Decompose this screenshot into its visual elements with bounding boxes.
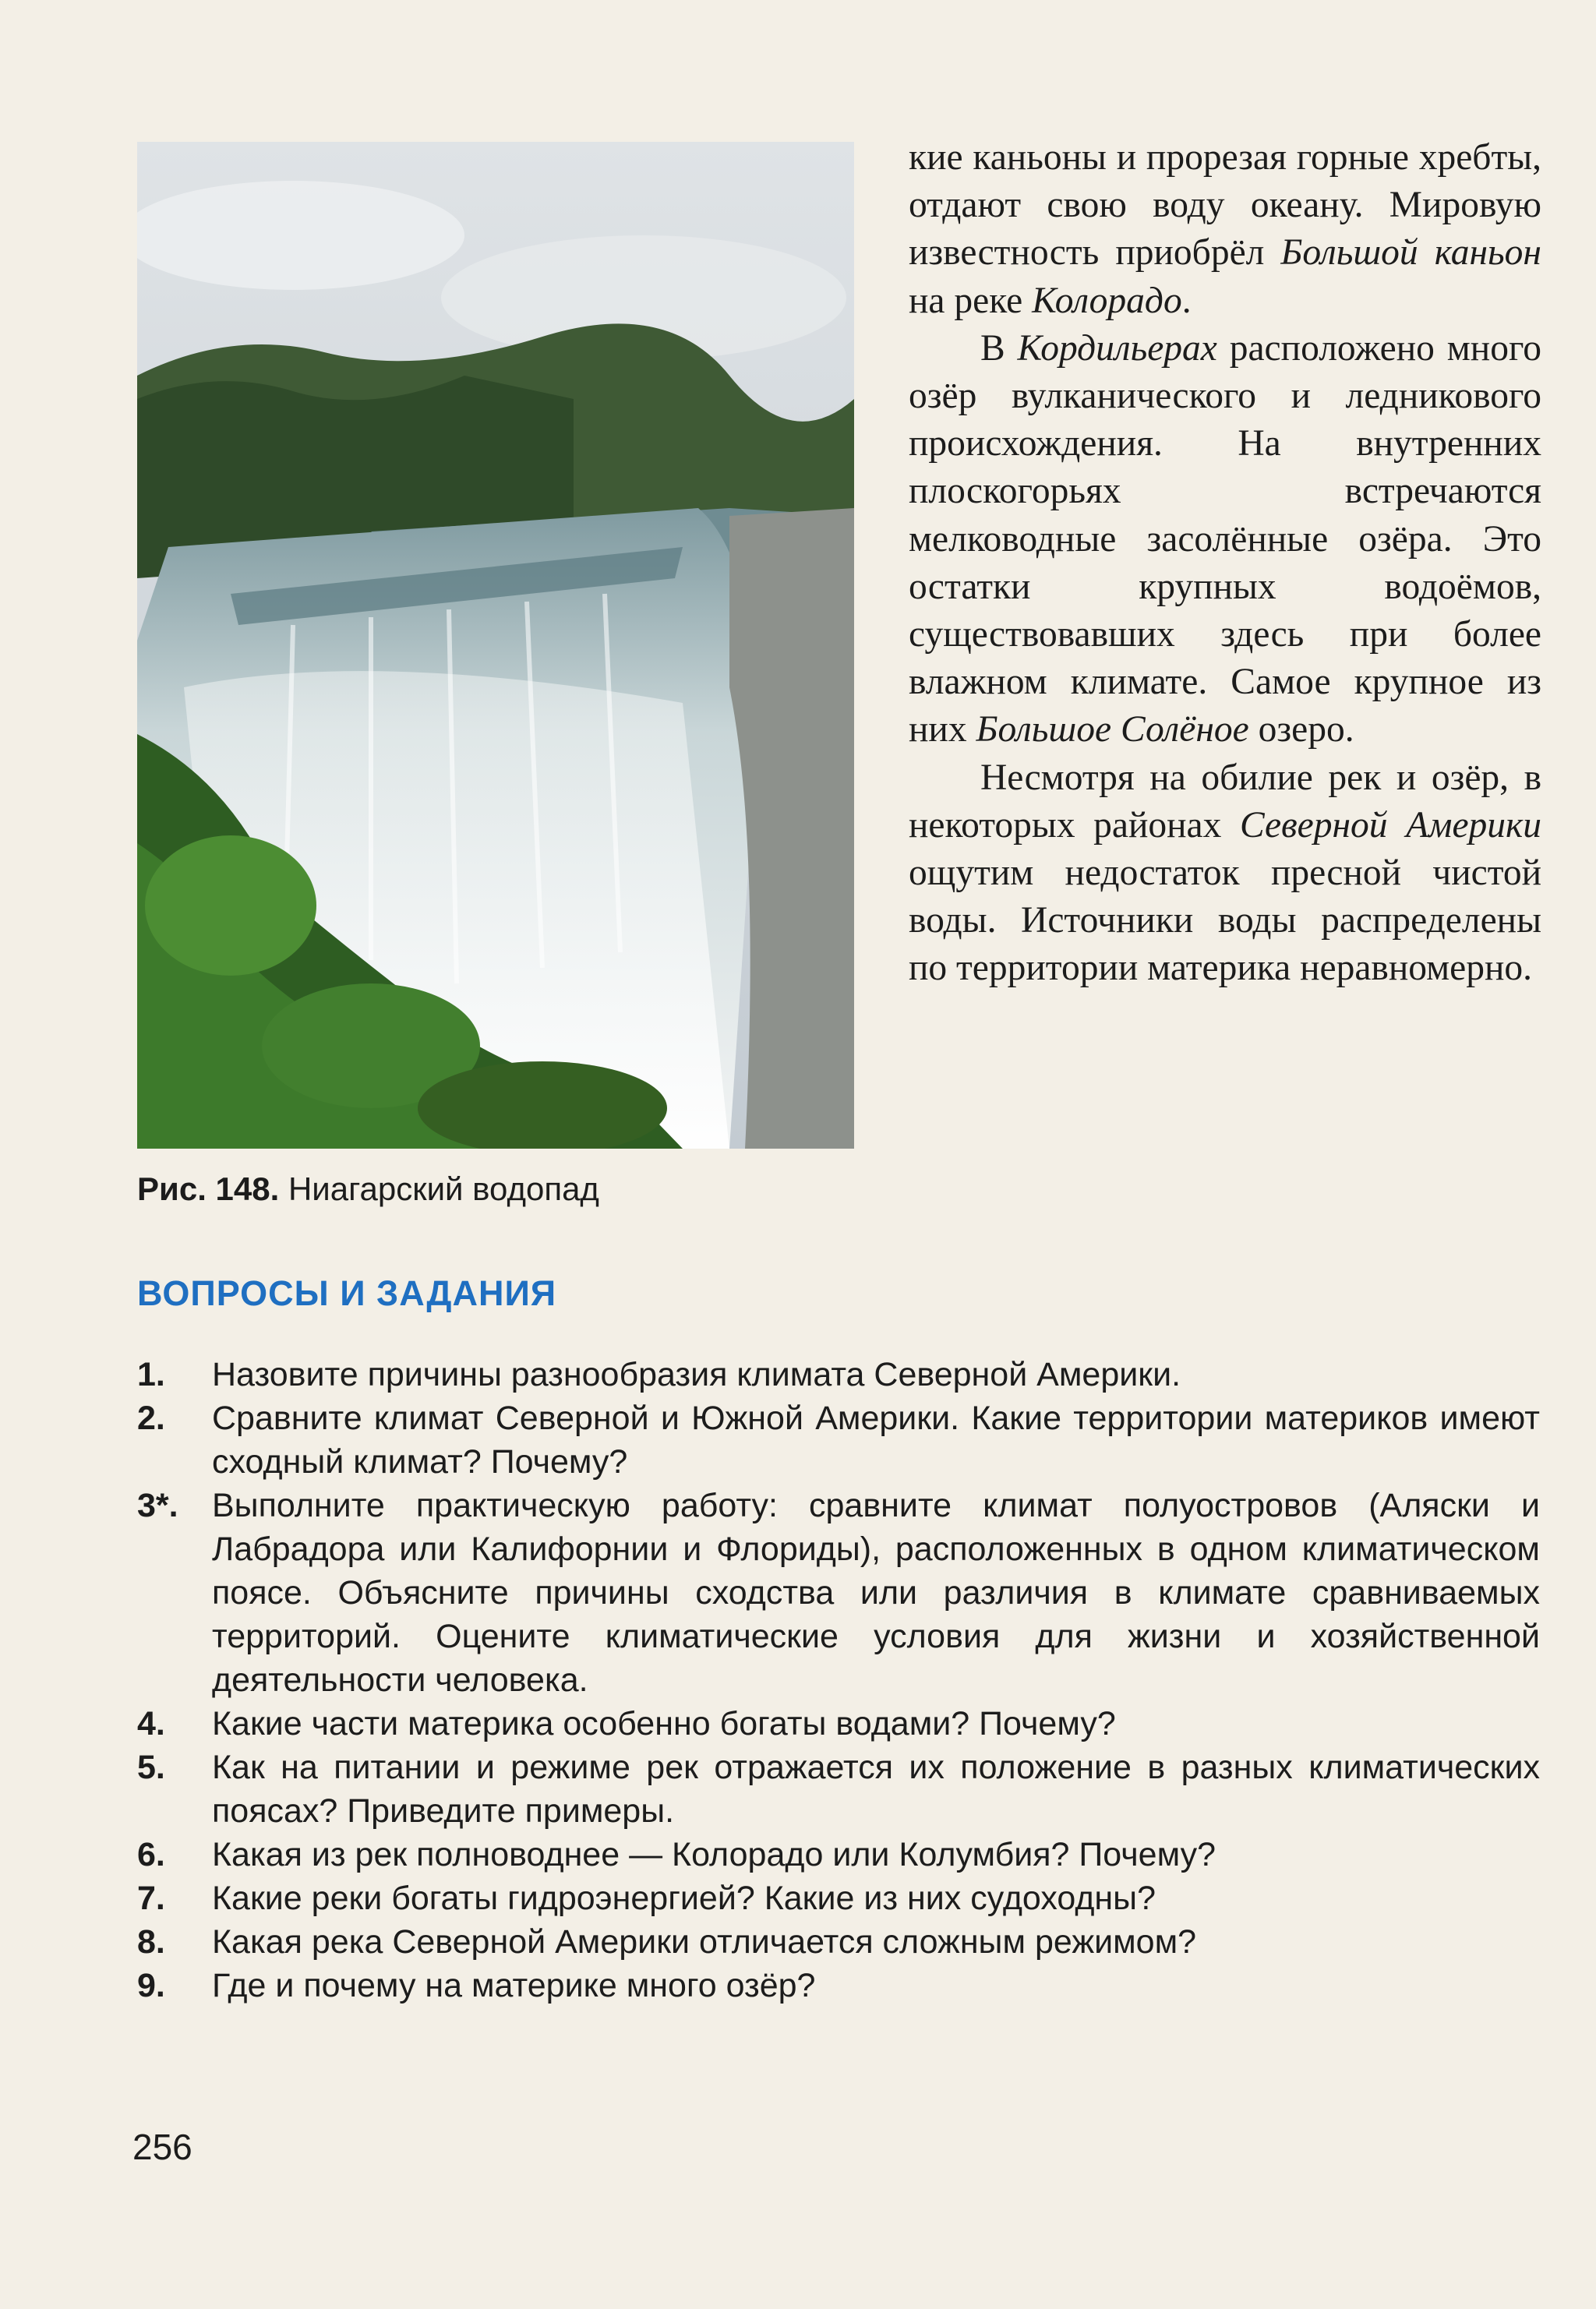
question-number: 6. (137, 1836, 165, 1873)
main-text-column (909, 134, 1541, 993)
paragraph-3 (909, 754, 1541, 993)
page-number: 256 (132, 2127, 192, 2167)
question-text: Назовите причины разнообразия климата Северной Америки. (212, 1356, 1181, 1393)
italic-term: Северной Америки (1239, 804, 1541, 846)
question-number: 3*. (137, 1487, 178, 1524)
section-title: ВОПРОСЫ И ЗАДАНИЯ (137, 1273, 557, 1313)
question-number: 7. (137, 1880, 165, 1917)
question-item (137, 1964, 1540, 2007)
figure-label: Рис. 148. (137, 1170, 280, 1207)
question-text: Какая река Северной Америки отличается сложным режимом? (212, 1923, 1197, 1961)
text-run: расположено много озёр вулканического и ледникового происхождения. На внутренних плоскогорьях встречаются мелководные засолённые озёра. Это остатки крупных водоёмов, существовавших здесь при более влажном климате. Самое крупное из них (909, 327, 1542, 750)
italic-term: Кордильерах (1017, 327, 1217, 369)
question-item (137, 1877, 1540, 1920)
question-number: 2. (137, 1400, 165, 1437)
text-run: ощутим недостаток пресной чистой воды. Источники воды распределены по территории материка неравномерно. (909, 853, 1541, 989)
text-run: . (1181, 280, 1192, 321)
question-item (137, 1746, 1540, 1833)
question-text: Сравните климат Северной и Южной Америки. Какие территории материков имеют сходный климат? Почему? (212, 1400, 1540, 1481)
question-number: 8. (137, 1923, 165, 1961)
question-number: 9. (137, 1967, 165, 2004)
question-text: Какие реки богаты гидроэнергией? Какие из них судоходны? (212, 1880, 1156, 1917)
question-number: 4. (137, 1705, 165, 1742)
question-item (137, 1353, 1540, 1396)
question-text: Какие части материка особенно богаты водами? Почему? (212, 1705, 1116, 1742)
italic-term: Колорадо (1032, 280, 1182, 321)
question-item (137, 1702, 1540, 1746)
niagara-falls-photo (137, 142, 854, 1149)
paragraph-1 (909, 134, 1541, 325)
question-number: 5. (137, 1749, 165, 1786)
question-text: Какая из рек полноводнее — Колорадо или Колумбия? Почему? (212, 1836, 1216, 1873)
text-run: кие каньоны и прорезая горные хребты, отдают свою воду океану. Мировую известность приобрёл (909, 137, 1541, 274)
question-item (137, 1484, 1540, 1702)
text-run: на реке (909, 280, 1033, 321)
question-item (137, 1833, 1540, 1877)
question-item (137, 1920, 1540, 1964)
figure-caption (137, 1169, 854, 1209)
waterfall-illustration (137, 142, 854, 1149)
italic-term: Большой каньон (1280, 232, 1541, 274)
questions-list (137, 1353, 1540, 2007)
question-number: 1. (137, 1356, 165, 1393)
text-run: Несмотря на обилие рек и озёр, в некоторых районах (909, 757, 1541, 846)
text-run: озеро. (1248, 709, 1354, 750)
question-text: Где и почему на материке много озёр? (212, 1967, 816, 2004)
question-text: Как на питании и режиме рек отражается их положение в разных климатических поясах? Приведите примеры. (212, 1749, 1540, 1830)
paragraph-2 (909, 325, 1541, 754)
italic-term: Большое Солёное (976, 709, 1249, 750)
question-item (137, 1396, 1540, 1484)
question-text: Выполните практическую работу: сравните климат полуостровов (Аляски и Лабрадора или Калифорнии и Флориды), расположенных в одном климатическом поясе. Объясните причины сходства или различия в климате сравниваемых территорий. Оцените климатические условия для жизни и хозяйственной деятельности человека. (212, 1487, 1540, 1699)
text-run: В (980, 327, 1018, 369)
figure-caption-text: Ниагарский водопад (288, 1170, 599, 1207)
